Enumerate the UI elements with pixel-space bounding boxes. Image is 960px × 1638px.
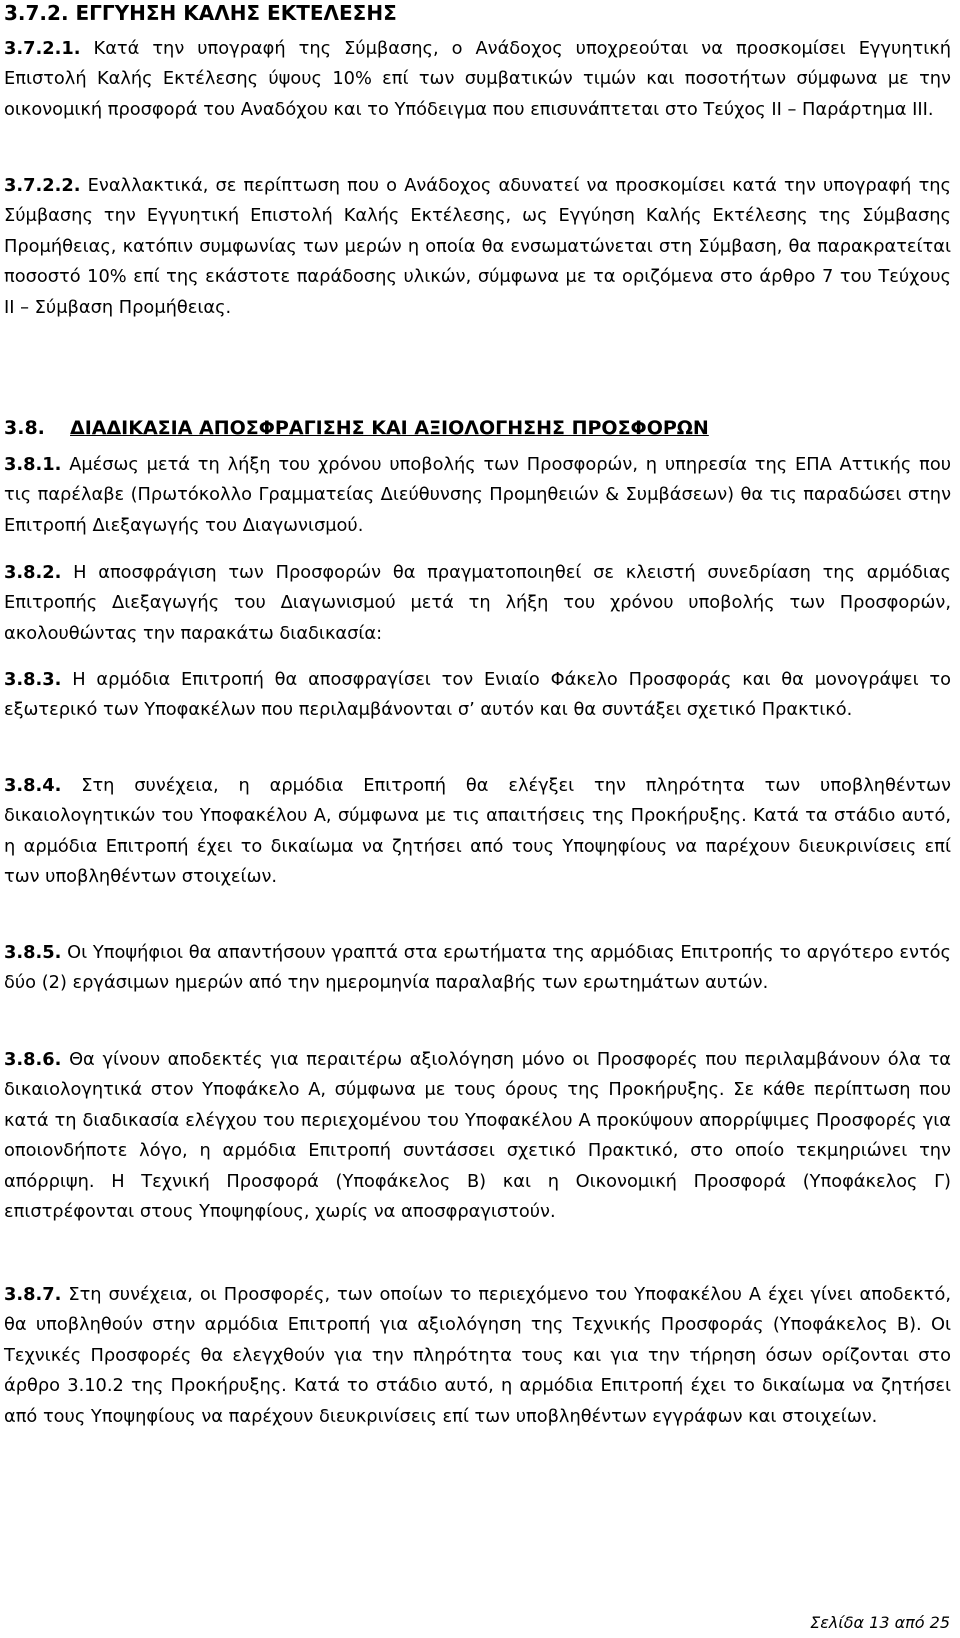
item-3-8-5 (4, 938, 951, 999)
item-text: Η αρμόδια Επιτροπή θα αποσφραγίσει τον Ενιαίο Φάκελο Προσφοράς και θα μονογράψει το εξωτερικό των Υποφακέλων που περιλαμβάνονται σ’ αυτόν και θα συντάξει σχετικό Πρακτικό. (4, 669, 952, 721)
item-text: Στη συνέχεια, η αρμόδια Επιτροπή θα ελέγξει την πληρότητα των υποβληθέντων δικαιολογητικών του Υποφακέλου Α, σύμφωνα με τις απαιτήσεις της Προκήρυξης. Κατά τα στάδιο αυτό, η αρμόδια Επιτροπή έχει το δικαίωμα να ζητήσει από τους Υποψηφίους να παρέχουν διευκρινίσεις επί των υποβληθέντων στοιχείων. (4, 775, 951, 888)
item-3-8-3 (4, 665, 951, 726)
paragraph-text: Κατά την υπογραφή της Σύμβασης, ο Ανάδοχος υποχρεούται να προσκομίσει Εγγυητική Επιστολή Καλής Εκτέλεσης ύψους 10% επί των συμβατικών τιμών και ποσοτήτων σύμφωνα με την οικονομική προσφορά του Αναδόχου και το Υπόδειγμα που επισυνάπτεται στο Τεύχος ΙΙ – Παράρτημα ΙΙΙ. (4, 38, 952, 120)
item-3-8-4 (4, 771, 951, 893)
item-number: 3.8.2. (4, 562, 62, 583)
paragraph-3-7-2-2 (4, 171, 951, 323)
item-text: Η αποσφράγιση των Προσφορών θα πραγματοποιηθεί σε κλειστή συνεδρίαση της αρμόδιας Επιτροπής Διεξαγωγής του Διαγωνισμού μετά τη λήξη του χρόνου υποβολής των Προσφορών, ακολουθώντας την παρακάτω διαδικασία: (4, 562, 951, 644)
paragraph-text: Εναλλακτικά, σε περίπτωση που ο Ανάδοχος αδυνατεί να προσκομίσει κατά την υπογραφή της Σύμβασης την Εγγυητική Επιστολή Καλής Εκτέλεσης, ως Εγγύηση Καλής Εκτέλεσης της Σύμβασης Προμήθειας, κατόπιν συμφωνίας των μερών η οποία θα ενσωματώνεται στη Σύμβαση, θα παρακρατείται ποσοστό 10% επί της εκάστοτε παράδοσης υλικών, σύμφωνα με τα οριζόμενα στο άρθρο 7 του Τεύχους ΙΙ – Σύμβαση Προμήθειας. (4, 175, 951, 318)
item-text: Οι Υποψήφιοι θα απαντήσουν γραπτά στα ερωτήματα της αρμόδιας Επιτροπής το αργότερο εντός δύο (2) εργάσιμων ημερών από την ημερομηνία παραλαβής των ερωτημάτων αυτών. (4, 942, 951, 994)
item-3-8-7 (4, 1280, 951, 1432)
item-number: 3.8.5. (4, 942, 62, 963)
item-text: Θα γίνουν αποδεκτές για περαιτέρω αξιολόγηση μόνο οι Προσφορές που περιλαμβάνουν όλα τα δικαιολογητικά στον Υποφάκελο Α, σύμφωνα με τους όρους της Προκήρυξης. Σε κάθε περίπτωση που κατά τη διαδικασία ελέγχου του περιεχομένου του Υποφακέλου Α προκύψουν απορρίψιμες Προσφορές για οποιονδήποτε λόγο, η αρμόδια Επιτροπή συντάσσει σχετικό Πρακτικό, στο οποίο τεκμηριώνει την απόρριψη. Η Τεχνική Προσφορά (Υποφάκελος Β) και η Οικονομική Προσφορά (Υποφάκελος Γ) επιστρέφονται στους Υποψηφίους, χωρίς να αποσφραγιστούν. (4, 1049, 951, 1223)
item-number: 3.8.6. (4, 1049, 62, 1070)
item-number: 3.8.4. (4, 775, 62, 796)
item-3-8-6 (4, 1045, 951, 1227)
item-3-8-1 (4, 450, 951, 541)
subsection-number: 3.8. (4, 417, 45, 439)
section-heading: 3.7.2. ΕΓΓΥΗΣΗ ΚΑΛΗΣ ΕΚΤΕΛΕΣΗΣ (4, 1, 397, 25)
page-number-footer: Σελίδα 13 από 25 (810, 1613, 950, 1632)
item-text: Στη συνέχεια, οι Προσφορές, των οποίων το περιεχόμενο του Υποφακέλου Α έχει γίνει αποδεκτό, θα υποβληθούν στην αρμόδια Επιτροπή για αξιολόγηση της Τεχνικής Προσφοράς (Υποφάκελος Β). Οι Τεχνικές Προσφορές θα ελεγχθούν για την πληρότητα τους και για την τήρηση όσων ορίζονται στο άρθρο 3.10.2 της Προκήρυξης. Κατά το στάδιο αυτό, η αρμόδια Επιτροπή έχει το δικαίωμα να ζητήσει από τους Υποψηφίους να παρέχουν διευκρινίσεις επί των υποβληθέντων εγγράφων και στοιχείων. (4, 1284, 952, 1427)
item-3-8-2 (4, 558, 951, 649)
item-number: 3.8.1. (4, 454, 62, 475)
item-number: 3.8.3. (4, 669, 62, 690)
paragraph-3-7-2-1 (4, 34, 951, 125)
subsection-heading (4, 413, 709, 443)
item-number: 3.8.7. (4, 1284, 62, 1305)
item-text: Αμέσως μετά τη λήξη του χρόνου υποβολής των Προσφορών, η υπηρεσία της ΕΠΑ Αττικής που τις παρέλαβε (Πρωτόκολλο Γραμματείας Διεύθυνσης Προμηθειών & Συμβάσεων) θα τις παραδώσει στην Επιτροπή Διεξαγωγής του Διαγωνισμού. (4, 454, 951, 536)
subsection-title: ΔΙΑΔΙΚΑΣΙΑ ΑΠΟΣΦΡΑΓΙΣΗΣ ΚΑΙ ΑΞΙΟΛΟΓΗΣΗΣ ΠΡΟΣΦΟΡΩΝ (70, 417, 709, 439)
paragraph-number: 3.7.2.1. (4, 38, 81, 59)
paragraph-number: 3.7.2.2. (4, 175, 81, 196)
